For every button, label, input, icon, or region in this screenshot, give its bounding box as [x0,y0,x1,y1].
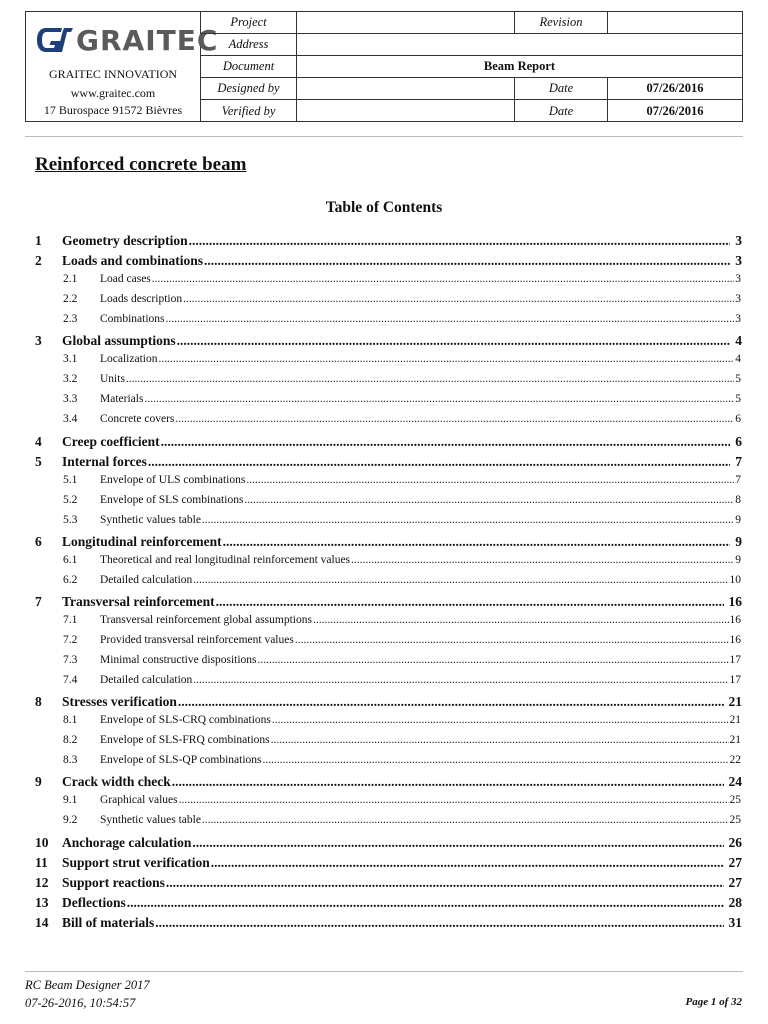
toc-entry-title: Theoretical and real longitudinal reinforcement values [100,553,351,566]
toc-entry-number: 7.3 [63,654,78,667]
toc-entry-number: 3.3 [63,393,78,406]
toc-dot-leader [246,474,734,486]
toc-dot-leader [158,353,734,365]
toc-entry-line [62,915,742,931]
toc-entry-page: 6 [735,413,741,426]
toc-dot-leader [272,714,729,726]
toc-entry-title: Load cases [100,273,151,286]
toc-entry-page: 7 [735,473,741,486]
toc-section-entry[interactable] [0,253,768,273]
footer-page-number: Page 1 of 32 [685,996,742,1008]
toc-section-entry[interactable] [0,434,768,454]
toc-dot-leader [177,333,731,349]
toc-entry-number: 2.2 [63,293,78,306]
toc-dot-leader [202,514,734,526]
toc-section-entry[interactable] [0,333,768,353]
toc-entry-line [100,494,741,506]
header-row-verified [201,100,742,122]
toc-entry-number: 9.1 [63,794,78,807]
toc-dot-leader [179,794,729,806]
toc-entry-number: 9.2 [63,814,78,827]
toc-subsection-entry[interactable] [0,734,768,754]
toc-entry-title: Detailed calculation [100,674,193,687]
toc-entry-page: 21 [729,714,741,727]
toc-subsection-entry[interactable] [0,413,768,433]
toc-entry-line [100,373,741,385]
toc-subsection-entry[interactable] [0,794,768,814]
toc-entry-line [100,514,741,526]
designed-date-value: 07/26/2016 [646,81,704,95]
toc-entry-page: 16 [729,634,741,646]
toc-entry-page: 22 [729,754,741,767]
toc-entry-title: Support reactions [62,874,165,890]
toc-entry-page: 28 [728,894,742,910]
toc-entry-page: 4 [735,353,741,366]
toc-entry-title: Synthetic values table [100,814,201,827]
toc-dot-leader [216,594,724,610]
toc-entry-number: 3.4 [63,413,78,426]
toc-entry-number: 10 [35,834,49,850]
toc-subsection-entry[interactable] [0,474,768,494]
toc-dot-leader [152,273,734,285]
toc-dot-leader [175,413,734,425]
company-address: 17 Burospace 91572 Bièvres [43,103,183,117]
toc-entry-line [100,734,741,746]
toc-dot-leader [204,253,730,269]
toc-section-entry[interactable] [0,233,768,253]
toc-entry-number: 5.3 [63,513,78,526]
toc-entry-page: 21 [729,734,741,747]
toc-entry-number: 6.1 [63,553,78,566]
toc-entry-line [62,774,742,790]
toc-entry-page: 16 [728,593,742,609]
toc-entry-page: 3 [735,293,741,306]
toc-entry-number: 6 [35,533,42,549]
toc-entry-page: 3 [735,273,741,286]
company-block [26,12,219,121]
toc-dot-leader [244,494,734,506]
toc-entry-number: 8.1 [63,714,78,727]
toc-entry-line [100,293,741,305]
toc-entry-page: 6 [735,433,742,449]
toc-entry-line [100,393,741,405]
designed-by-value [297,78,515,99]
toc-entry-line [100,754,741,766]
toc-entry-number: 2.1 [63,273,78,286]
toc-entry-title: Combinations [100,313,165,326]
toc-dot-leader [192,835,723,851]
toc-entry-title: Internal forces [62,453,147,469]
toc-entry-title: Envelope of SLS-CRQ combinations [100,714,271,727]
designed-date-label: Date [515,78,608,99]
toc-entry-page: 8 [735,493,741,506]
toc-entry-line [100,654,741,666]
toc-entry-number: 5.1 [63,473,78,486]
toc-entry-title: Minimal constructive dispositions [100,654,257,667]
toc-subsection-entry[interactable] [0,634,768,654]
toc-entry-page: 16 [729,613,741,626]
toc-entry-line [62,253,742,269]
toc-dot-leader [295,634,729,646]
toc-subsection-entry[interactable] [0,754,768,774]
toc-entry-line [62,434,742,450]
toc-entry-title: Support strut verification [62,854,210,870]
verified-date-label: Date [515,100,608,122]
toc-entry-page: 4 [735,333,742,349]
toc-section-entry[interactable] [0,774,768,794]
toc-subsection-entry[interactable] [0,273,768,293]
toc-section-entry[interactable] [0,534,768,554]
company-logo [32,22,219,58]
toc-entry-title: Provided transversal reinforcement values [100,634,294,646]
toc-section-entry[interactable] [0,694,768,714]
toc-entry-number: 2 [35,253,42,269]
toc-section-entry[interactable] [0,915,768,935]
toc-dot-leader [148,454,730,470]
project-value [297,12,515,33]
toc-subsection-entry[interactable] [0,814,768,834]
verified-by-label: Verified by [201,100,297,122]
header-row-address [201,34,742,56]
toc-entry-number: 5.2 [63,493,78,506]
toc-entry-number: 4 [35,433,42,449]
toc-entry-number: 8.2 [63,734,78,747]
toc-subsection-entry[interactable] [0,353,768,373]
toc-entry-line [100,634,741,646]
toc-entry-title: Localization [100,353,158,366]
toc-entry-number: 7 [35,593,42,609]
toc-entry-line [100,474,741,486]
header-row-document [201,56,742,78]
toc-entry-page: 24 [728,774,742,790]
toc-entry-title: Loads and combinations [62,253,204,269]
toc-entry-line [62,534,742,550]
toc-subsection-entry[interactable] [0,554,768,574]
toc-dot-leader [211,855,724,871]
toc-dot-leader [271,734,729,746]
verified-date-value: 07/26/2016 [646,103,704,118]
toc-entry-number: 3.2 [63,373,78,386]
toc-section-entry[interactable] [0,855,768,875]
designed-by-label: Designed by [201,78,297,99]
toc-entry-title: Synthetic values table [100,513,201,526]
toc-entry-line [62,694,742,710]
toc-dot-leader [172,774,724,790]
toc-entry-line [62,594,742,610]
page-title: Reinforced concrete beam [35,154,247,175]
toc-entry-line [62,835,742,851]
toc-entry-title: Global assumptions [62,333,176,349]
toc-entry-line [100,273,741,285]
toc-entry-number: 7.1 [63,613,78,626]
toc-entry-number: 14 [35,914,49,930]
toc-subsection-entry[interactable] [0,494,768,514]
toc-entry-page: 9 [735,513,741,526]
toc-entry-line [62,333,742,349]
toc-entry-title: Deflections [62,894,126,910]
toc-entry-title: Graphical values [100,794,178,807]
toc-dot-leader [263,754,729,766]
toc-entry-page: 17 [729,674,741,687]
toc-entry-title: Materials [100,393,144,406]
toc-section-entry[interactable] [0,875,768,895]
toc-entry-page: 10 [729,573,741,586]
toc-entry-line [62,233,742,249]
toc-entry-number: 3.1 [63,353,78,366]
toc-entry-number: 2.3 [63,313,78,326]
toc-entry-line [100,714,741,726]
toc-entry-line [62,855,742,871]
toc-entry-page: 5 [735,373,741,386]
toc-entry-title: Longitudinal reinforcement [62,533,222,549]
toc-entry-number: 6.2 [63,573,78,586]
toc-entry-number: 1 [35,233,42,248]
toc-dot-leader [178,694,724,710]
toc-entry-number: 11 [35,854,48,870]
toc-entry-page: 25 [729,814,741,827]
toc-entry-title: Bill of materials [62,914,155,930]
toc-entry-number: 5 [35,453,42,469]
toc-subsection-entry[interactable] [0,313,768,333]
toc-entry-title: Detailed calculation [100,573,193,586]
toc-dot-leader [161,434,731,450]
toc-entry-title: Envelope of SLS-FRQ combinations [100,734,270,747]
toc-subsection-entry[interactable] [0,293,768,313]
toc-dot-leader [126,373,734,385]
header-row-project [201,12,742,34]
toc-dot-leader [166,313,735,325]
address-label: Address [201,34,297,55]
document-value: Beam Report [483,59,556,73]
toc-dot-leader [127,895,724,911]
toc-entry-page: 27 [728,854,742,870]
toc-subsection-entry[interactable] [0,654,768,674]
toc-heading: Table of Contents [325,199,443,216]
toc-entry-line [62,454,742,470]
toc-entry-line [100,794,741,806]
toc-entry-line [100,574,741,586]
address-value [297,34,742,55]
toc-entry-page: 27 [728,874,742,890]
company-website: www.graitec.com [70,86,156,100]
toc-entry-number: 3 [35,333,42,349]
toc-entry-page: 5 [735,393,741,406]
toc-entry-title: Stresses verification [62,694,177,710]
revision-value [608,12,742,33]
toc-section-entry[interactable] [0,594,768,614]
toc-entry-number: 8.3 [63,754,78,767]
toc-entry-line [100,413,741,425]
toc-entry-page: 9 [735,553,741,566]
toc-subsection-entry[interactable] [0,714,768,734]
toc-subsection-entry[interactable] [0,373,768,393]
header-divider [25,136,743,137]
toc-entry-title: Concrete covers [100,413,175,426]
toc-entry-title: Envelope of SLS combinations [100,493,244,506]
toc-entry-page: 3 [735,313,741,326]
toc-entry-title: Geometry description [62,233,188,248]
toc-subsection-entry[interactable] [0,574,768,594]
toc-section-entry[interactable] [0,835,768,855]
footer-software: RC Beam Designer 2017 [25,978,150,992]
toc-dot-leader [189,233,731,249]
project-label: Project [201,12,297,33]
company-name: GRAITEC INNOVATION [48,67,178,81]
toc-dot-leader [258,654,729,666]
toc-entry-page: 9 [735,533,742,549]
toc-dot-leader [155,915,723,931]
toc-entry-number: 7.2 [63,634,78,646]
revision-label: Revision [515,12,608,33]
graitec-g-logo-icon [34,24,74,56]
toc-dot-leader [183,293,734,305]
toc-entry-title: Envelope of ULS combinations [100,473,246,486]
toc-dot-leader [313,614,729,626]
toc-entry-page: 17 [729,654,741,667]
toc-entry-number: 13 [35,894,49,910]
toc-entry-line [62,875,742,891]
verified-by-value [297,100,515,122]
toc-entry-line [100,353,741,365]
toc-section-entry[interactable] [0,454,768,474]
toc-entry-title: Transversal reinforcement global assumptions [100,613,312,626]
toc-entry-line [100,554,741,566]
logo-wordmark: GRAITEC [76,24,219,57]
toc-entry-page: 25 [729,794,741,807]
toc-entry-title: Units [100,373,125,386]
toc-entry-number: 12 [35,874,49,890]
toc-entry-number: 8 [35,694,42,710]
toc-entry-page: 3 [735,253,742,269]
toc-dot-leader [193,674,728,686]
toc-entry-page: 26 [728,834,742,850]
header-row-designed [201,78,742,100]
footer-timestamp: 07-26-2016, 10:54:57 [25,996,136,1010]
toc-dot-leader [193,574,728,586]
toc-dot-leader [351,554,734,566]
toc-subsection-entry[interactable] [0,614,768,634]
toc-entry-page: 7 [735,453,742,469]
toc-entry-line [100,674,741,686]
document-label: Document [201,56,297,77]
report-header [25,11,743,122]
toc-entry-title: Transversal reinforcement [62,593,215,609]
toc-entry-line [100,614,741,626]
toc-entry-page: 21 [728,694,742,710]
toc-entry-line [100,313,741,325]
toc-dot-leader [166,875,724,891]
toc-dot-leader [202,814,729,826]
toc-entry-line [62,895,742,911]
toc-entry-line [100,814,741,826]
toc-dot-leader [223,534,731,550]
toc-subsection-entry[interactable] [0,674,768,694]
toc-entry-title: Creep coefficient [62,433,160,449]
toc-entry-number: 7.4 [63,674,78,687]
toc-subsection-entry[interactable] [0,514,768,534]
toc-entry-title: Crack width check [62,774,171,790]
toc-section-entry[interactable] [0,895,768,915]
toc-entry-number: 9 [35,774,42,790]
toc-entry-title: Envelope of SLS-QP combinations [100,754,262,767]
toc-entry-page: 3 [735,233,742,248]
toc-entry-page: 31 [728,914,742,930]
toc-entry-title: Anchorage calculation [62,834,192,850]
toc-subsection-entry[interactable] [0,393,768,413]
toc-dot-leader [144,393,734,405]
footer-divider [25,971,743,972]
toc-entry-title: Loads description [100,293,183,306]
